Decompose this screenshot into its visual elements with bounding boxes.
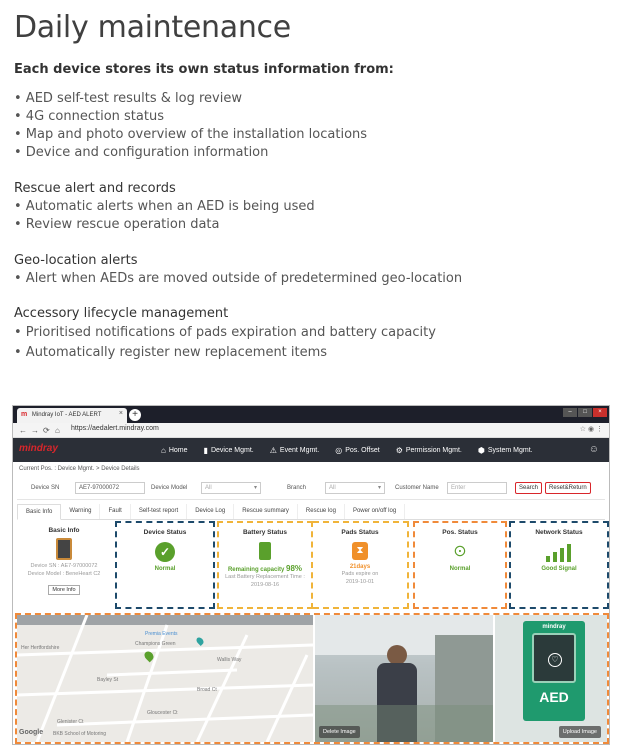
aed-brand-label: mindray: [542, 624, 566, 630]
bullet-item: • AED self-test results & log review: [14, 91, 242, 106]
pads-days-value: 21days: [349, 564, 371, 570]
battery-replacement-date: 2019-08-16: [250, 582, 280, 588]
bullet-list-rescue: [14, 198, 315, 234]
brand-logo: mindray: [19, 443, 58, 454]
aed-label: AED: [539, 689, 569, 705]
device-sn-label: Device SN: [31, 485, 60, 491]
cube-icon: ⬢: [477, 445, 485, 455]
menu-item-home[interactable]: [153, 438, 196, 462]
menu-item-device-mgmt[interactable]: [196, 438, 262, 462]
bullet-item: • 4G connection status: [14, 109, 164, 124]
card-title: Pads Status: [341, 529, 379, 536]
person-figure: [387, 645, 407, 665]
pos-status-card: [413, 521, 507, 609]
customer-name-label: Customer Name: [395, 485, 439, 491]
customer-name-input[interactable]: Enter: [447, 482, 507, 494]
alert-icon: ⚠: [269, 445, 277, 455]
device-model-label: Device Model: [151, 485, 188, 491]
map-label: Wallis Way: [217, 657, 242, 663]
network-status-card: [509, 521, 609, 609]
network-status-value: Good Signal: [541, 566, 577, 572]
tab-fault[interactable]: Fault: [100, 504, 130, 519]
menu-item-permission-mgmt[interactable]: [388, 438, 470, 462]
menu-item-label: Event Mgmt.: [279, 446, 320, 454]
new-tab-button[interactable]: +: [129, 409, 141, 421]
bullet-item: • Map and photo overview of the installation locations: [14, 127, 368, 142]
menu-item-label: Permission Mgmt.: [405, 446, 462, 454]
basic-info-card: [15, 521, 113, 609]
map-label: Her Hertfordshire: [21, 645, 60, 651]
location-panel: [15, 613, 609, 744]
battery-replacement-label: Last Battery Replacement Time :: [225, 574, 305, 580]
google-logo: Google: [19, 729, 44, 736]
card-title: Battery Status: [242, 529, 288, 536]
main-menu: [153, 438, 541, 462]
bullet-item: • Device and configuration information: [14, 145, 269, 160]
bullet-item: • Automatically register new replacement items: [14, 345, 328, 360]
tab-basic-info[interactable]: Basic Info: [17, 504, 61, 520]
device-sn-input[interactable]: AE7-97000072: [75, 482, 145, 494]
card-title: Network Status: [535, 529, 583, 536]
bullet-item: • Automatic alerts when an AED is being used: [14, 199, 315, 214]
browser-tab[interactable]: [17, 408, 127, 423]
app-top-bar: [13, 438, 609, 462]
remaining-capacity-label: Remaining capacity: [227, 567, 285, 573]
card-title: Device Status: [143, 529, 187, 536]
aed-cabinet-photo: [495, 615, 607, 742]
status-cards: [15, 521, 609, 609]
pads-expire-label: Pads expire on: [341, 571, 379, 577]
tab-rescue-log[interactable]: Rescue log: [298, 504, 345, 519]
tab-power-log[interactable]: Power on/off log: [345, 504, 405, 519]
section-title-geo: Geo-location alerts: [14, 253, 138, 268]
browser-tab-title: Mindray IoT - AED ALERT: [31, 412, 102, 418]
menu-item-label: Home: [168, 446, 188, 454]
map-label: Gloucester Ct: [147, 710, 178, 716]
card-title: Basic Info: [48, 527, 80, 534]
menu-item-event-mgmt[interactable]: [262, 438, 327, 462]
detail-tabs: [17, 504, 605, 520]
battery-status-card: [217, 521, 313, 609]
filter-bar: [17, 478, 605, 500]
gear-icon: ⚙: [395, 445, 403, 455]
battery-status-value: [219, 564, 311, 573]
battery-percent: 98%: [286, 564, 303, 573]
bullet-list-status: [14, 90, 367, 162]
bullet-item: • Prioritised notifications of pads expiration and battery capacity: [14, 325, 436, 340]
map-label: Bayley St: [97, 677, 119, 683]
device-status-card: [115, 521, 215, 609]
heart-bolt-icon: ♡: [548, 653, 562, 667]
url-field[interactable]: https://aedalert.mindray.com: [71, 425, 159, 432]
map-label: Broad Ct: [197, 687, 217, 693]
minimize-button[interactable]: –: [563, 408, 577, 417]
delete-image-button[interactable]: Delete Image: [319, 726, 360, 738]
reset-return-button[interactable]: Reset&Return: [545, 482, 591, 494]
bullet-item: • Alert when AEDs are moved outside of predetermined geo-location: [14, 271, 463, 286]
window-controls: [563, 408, 607, 417]
tab-device-log[interactable]: Device Log: [187, 504, 234, 519]
pos-status-value: Normal: [449, 566, 471, 572]
menu-item-label: System Mgmt.: [487, 446, 533, 454]
reload-icon[interactable]: ⟳: [43, 426, 50, 435]
breadcrumb: Current Pos. : Device Mgmt. > Device Details: [19, 466, 140, 472]
browser-tab-bar: [13, 406, 609, 423]
check-circle-icon: ✓: [155, 542, 175, 562]
map-label: Glenister Ct: [57, 719, 84, 725]
card-title: Pos. Status: [442, 529, 478, 536]
location-pin-icon: ⊙: [453, 543, 467, 560]
device-icon: ▮: [203, 445, 208, 455]
search-button[interactable]: Search: [515, 482, 542, 494]
slide-title: Daily maintenance: [14, 10, 291, 45]
pads-status-card: [313, 521, 409, 609]
battery-icon: [259, 542, 271, 560]
location-map[interactable]: [17, 615, 313, 742]
menu-item-system-mgmt[interactable]: [470, 438, 541, 462]
hourglass-icon: ⧗: [352, 542, 368, 560]
device-model-select[interactable]: All ▾: [201, 482, 261, 494]
map-label: BKB School of Motoring: [53, 731, 107, 737]
section-title-rescue: Rescue alert and records: [14, 181, 176, 196]
map-label: Premia Events: [145, 631, 178, 637]
window-close-button[interactable]: ×: [593, 408, 607, 417]
installation-photo: [315, 615, 493, 742]
tab-rescue-summary[interactable]: Rescue summary: [234, 504, 298, 519]
home-icon[interactable]: ⌂: [55, 426, 60, 435]
branch-label: Branch: [287, 485, 307, 491]
target-icon: ◎: [335, 445, 343, 455]
device-sn-text: Device SN : AE7-97000072: [30, 563, 98, 569]
bullet-list-geo: [14, 270, 462, 288]
section-title-accessory: Accessory lifecycle management: [14, 306, 229, 321]
pads-expire-date: 2019-10-01: [345, 579, 375, 585]
browser-window: [12, 405, 610, 745]
menu-item-label: Device Mgmt.: [210, 446, 254, 454]
menu-item-pos-offset[interactable]: [327, 438, 387, 462]
maximize-button[interactable]: □: [578, 408, 592, 417]
aed-cabinet: [523, 621, 585, 721]
home-icon: ⌂: [161, 445, 166, 455]
aed-device-icon: [56, 538, 72, 560]
device-status-value: Normal: [154, 566, 176, 572]
bullet-list-accessory: [14, 323, 436, 363]
branch-select[interactable]: All ▾: [325, 482, 385, 494]
mindray-logo-icon: m: [21, 411, 28, 418]
back-icon[interactable]: ←: [19, 426, 27, 435]
signal-bars-icon: [546, 542, 572, 562]
address-bar: [13, 423, 609, 438]
tab-warning[interactable]: Warning: [61, 504, 100, 519]
intro-text: Each device stores its own status information from:: [14, 62, 394, 77]
upload-image-button[interactable]: Upload Image: [559, 726, 601, 738]
menu-item-label: Pos. Offset: [345, 446, 380, 454]
user-icon[interactable]: ☺: [588, 444, 599, 455]
tab-close-icon[interactable]: ×: [118, 410, 123, 417]
tab-self-test-report[interactable]: Self-test report: [131, 504, 187, 519]
forward-icon[interactable]: →: [31, 426, 39, 435]
bookmark-star-icon[interactable]: ☆ ◉ ⋮: [579, 426, 603, 433]
bullet-item: • Review rescue operation data: [14, 217, 220, 232]
device-model-text: Device Model : BeneHeart C2: [27, 571, 101, 577]
more-info-button[interactable]: More Info: [48, 585, 79, 595]
map-label: Champions Green: [135, 641, 176, 647]
